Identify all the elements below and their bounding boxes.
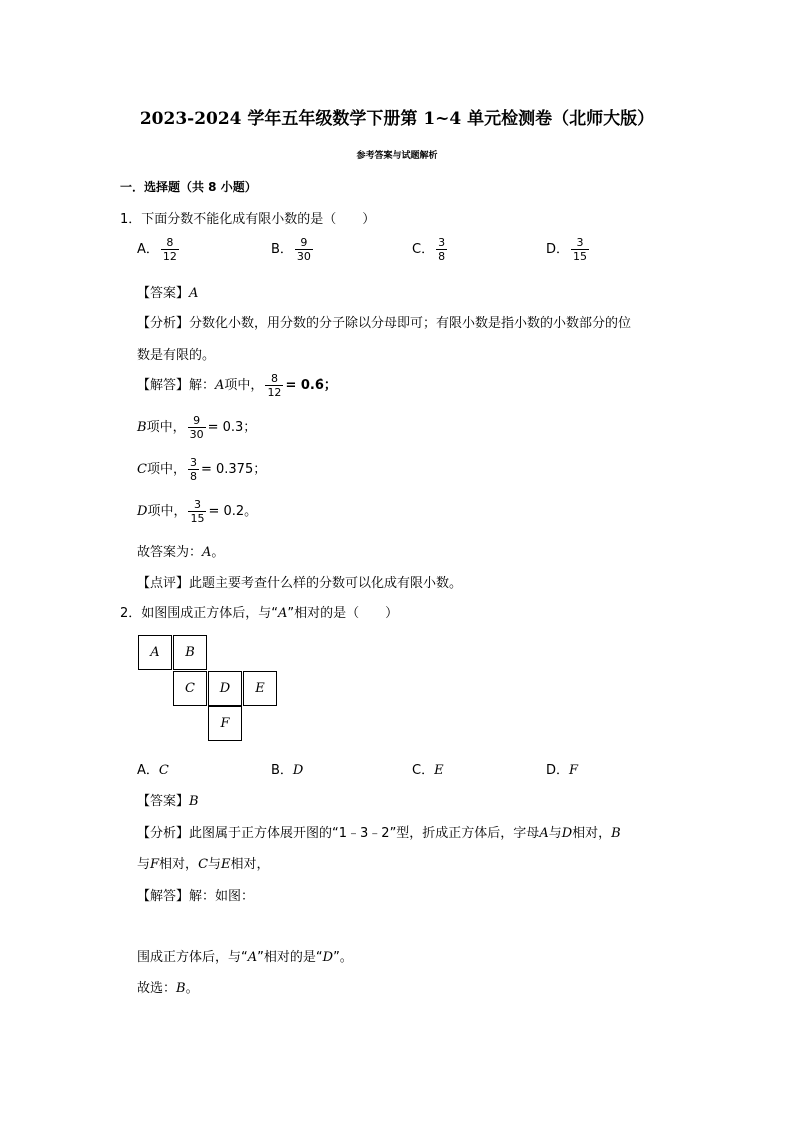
q2-option-b: B．D <box>271 763 304 778</box>
q1-answer: 【答案】A <box>137 286 199 301</box>
page-subtitle: 参考答案与试题解析 <box>356 151 438 161</box>
net-cell-a: A <box>138 635 172 670</box>
q1-comment: 【点评】此题主要考查什么样的分数可以化成有限小数。 <box>137 576 463 591</box>
fraction: $\frac{3}{15}$ <box>573 236 588 263</box>
q1-solution-line-d: D项中， $\frac{3}{15}$ = 0.2。 <box>137 498 258 525</box>
q2-stem: 2．如图围成正方体后，与“A”相对的是（ ） <box>120 606 399 621</box>
page-title: 2023-2024 学年五年级数学下册第 1~4 单元检测卷（北师大版） <box>139 109 655 129</box>
q1-stem: 1．下面分数不能化成有限小数的是（ ） <box>120 212 376 227</box>
q1-solution-line-b: B项中， $\frac{9}{30}$ = 0.3； <box>137 414 257 441</box>
fraction: $\frac{9}{30}$ <box>189 414 204 441</box>
q2-choice: 故选：B。 <box>137 981 199 996</box>
q1-option-d: D． $\frac{3}{15}$ <box>546 236 588 263</box>
q1-conclusion: 故答案为：A。 <box>137 545 225 560</box>
fraction: $\frac{8}{12}$ <box>162 236 177 263</box>
fraction: $\frac{9}{30}$ <box>296 236 311 263</box>
q1-analysis-line1: 【分析】分数化小数，用分数的分子除以分母即可；有限小数是指小数的小数部分的位 <box>137 316 632 331</box>
q2-analysis-line2: 与F相对，C与E相对， <box>137 857 270 872</box>
q2-analysis-line1: 【分析】此图属于正方体展开图的“1﹣3﹣2”型，折成正方体后，字母A与D相对，B <box>137 826 621 841</box>
q2-answer: 【答案】B <box>137 794 199 809</box>
q2-option-d: D．F <box>546 763 579 778</box>
fraction: $\frac{8}{12}$ <box>267 372 282 399</box>
fraction: $\frac{3}{15}$ <box>190 498 205 525</box>
fraction: $\frac{3}{8}$ <box>189 456 197 483</box>
q2-option-a: A．C <box>137 763 169 778</box>
q2-result: 围成正方体后，与“A”相对的是“D”。 <box>137 950 353 965</box>
q1-solution-line-c: C项中， $\frac{3}{8}$ = 0.375； <box>137 456 267 483</box>
net-cell-f: F <box>208 706 242 741</box>
section-heading: 一．选择题（共 8 小题） <box>120 180 257 194</box>
q2-option-c: C．E <box>412 763 444 778</box>
q1-analysis-line2: 数是有限的。 <box>137 348 216 363</box>
net-cell-b: B <box>173 635 207 670</box>
q1-option-a: A． $\frac{8}{12}$ <box>137 236 177 263</box>
q2-solution: 【解答】解：如图： <box>137 889 255 904</box>
net-cell-e: E <box>243 671 277 706</box>
q1-option-c: C． $\frac{3}{8}$ <box>412 236 446 263</box>
q1-solution-line-a: 【解答】解：A项中， $\frac{8}{12}$ = 0.6̇； <box>137 372 337 399</box>
q1-option-b: B． $\frac{9}{30}$ <box>271 236 311 263</box>
net-cell-d: D <box>208 671 242 706</box>
net-cell-c: C <box>173 671 207 706</box>
fraction: $\frac{3}{8}$ <box>438 236 446 263</box>
